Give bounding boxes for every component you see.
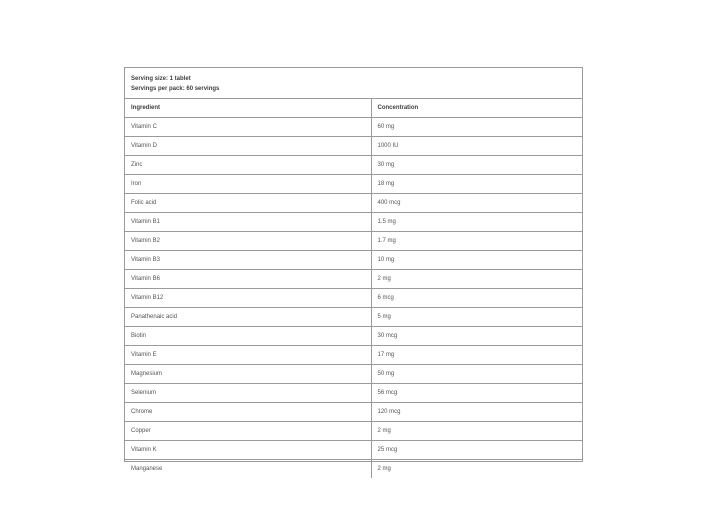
table-row: [125, 441, 582, 460]
concentration-cell: 2 mg: [371, 270, 582, 289]
table-row: [125, 175, 582, 194]
table-row: [125, 365, 582, 384]
supplement-facts-panel: [124, 67, 583, 472]
ingredient-cell: Panathenaic acid: [125, 308, 371, 327]
table-row: [125, 460, 582, 479]
table-row: [125, 156, 582, 175]
table-row: [125, 118, 582, 137]
ingredient-cell: Folic acid: [125, 194, 371, 213]
ingredient-cell: Vitamin E: [125, 346, 371, 365]
table-row: [125, 308, 582, 327]
ingredient-cell: Manganese: [125, 460, 371, 479]
table-row: [125, 384, 582, 403]
table-row: [125, 289, 582, 308]
ingredient-cell: Vitamin C: [125, 118, 371, 137]
table-row: [125, 137, 582, 156]
concentration-cell: 10 mg: [371, 251, 582, 270]
table-row: [125, 213, 582, 232]
table-row: [125, 232, 582, 251]
concentration-cell: 1.5 mg: [371, 213, 582, 232]
concentration-cell: 120 mcg: [371, 403, 582, 422]
table-row: [125, 270, 582, 289]
ingredient-cell: Biotin: [125, 327, 371, 346]
table-row: [125, 422, 582, 441]
ingredient-cell: Magnesium: [125, 365, 371, 384]
concentration-cell: 2 mg: [377, 466, 391, 472]
ingredient-column-header: Ingredient: [125, 99, 371, 118]
ingredient-cell: Vitamin K: [125, 441, 371, 460]
ingredient-cell: Copper: [125, 422, 371, 441]
ingredient-cell: Vitamin B12: [125, 289, 371, 308]
concentration-cell: 56 mcg: [371, 384, 582, 403]
concentration-cell: 18 mg: [371, 175, 582, 194]
concentration-column-header: Concentration: [371, 99, 582, 118]
ingredient-cell: Vitamin B1: [125, 213, 371, 232]
concentration-cell: 400 mcg: [371, 194, 582, 213]
serving-size: Serving size: 1 tablet: [131, 76, 191, 82]
concentration-cell: 60 mg: [371, 118, 582, 137]
concentration-cell: 1.7 mg: [371, 232, 582, 251]
serving-summary: [125, 68, 582, 99]
concentration-cell: 17 mg: [371, 346, 582, 365]
ingredient-cell: Vitamin B6: [125, 270, 371, 289]
concentration-cell: 25 mcg: [371, 441, 582, 460]
concentration-cell: 5 mg: [371, 308, 582, 327]
concentration-cell: 50 mg: [371, 365, 582, 384]
ingredient-cell: Vitamin D: [125, 137, 371, 156]
ingredient-cell: Vitamin B3: [125, 251, 371, 270]
table-row: [125, 194, 582, 213]
ingredient-cell: Chrome: [125, 403, 371, 422]
concentration-cell: 30 mg: [371, 156, 582, 175]
ingredient-cell: Selenium: [125, 384, 371, 403]
ingredients-table-body: [125, 118, 582, 479]
table-row: [125, 346, 582, 365]
servings-per-pack: Servings per pack: 60 servings: [131, 86, 220, 92]
table-row: [125, 403, 582, 422]
ingredient-cell: Zinc: [125, 156, 371, 175]
table-row: [125, 251, 582, 270]
table-header-row: [125, 99, 582, 118]
ingredients-table: [125, 99, 582, 478]
ingredient-cell: Iron: [125, 175, 371, 194]
concentration-cell: 1000 IU: [371, 137, 582, 156]
table-row: [125, 327, 582, 346]
ingredient-cell: Vitamin B2: [125, 232, 371, 251]
concentration-cell: 6 mcg: [371, 289, 582, 308]
concentration-cell: 2 mg: [371, 422, 582, 441]
concentration-cell: 30 mcg: [371, 327, 582, 346]
